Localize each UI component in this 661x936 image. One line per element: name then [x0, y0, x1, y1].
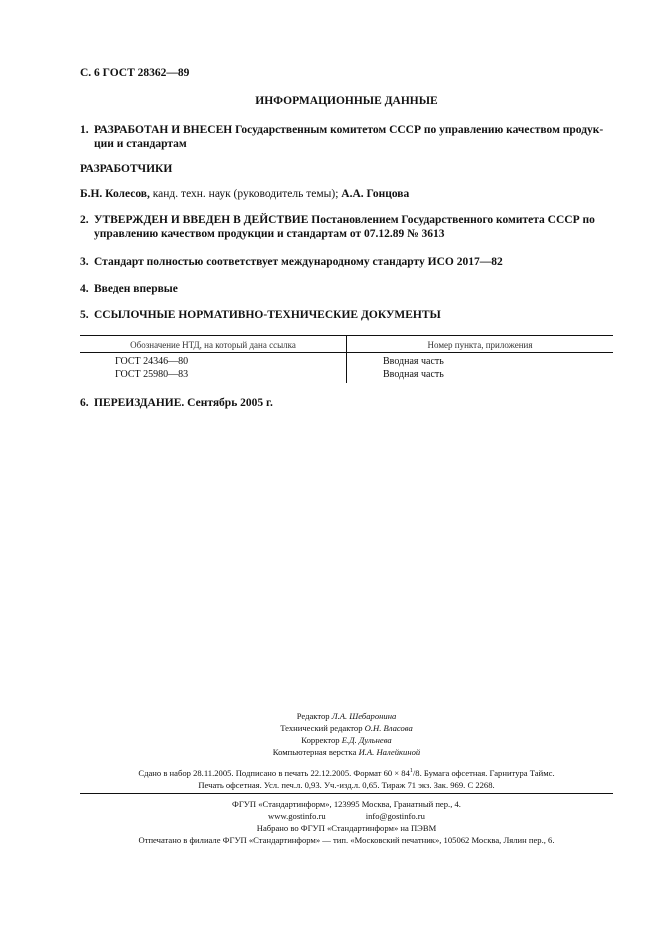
table-cell-doc: ГОСТ 24346—80 [115, 356, 189, 367]
table-cell-ref: Вводная часть [383, 356, 444, 367]
item-3 [80, 255, 503, 269]
editor-line: Редактор Л.А. Шебаронина [296, 711, 397, 721]
table-cell-ref: Вводная часть [383, 369, 444, 380]
print-details [60, 765, 633, 791]
item-2-text: Постановлением Государственного комитета СССР по [308, 214, 595, 226]
item-1 [80, 123, 620, 151]
editor-name: Л.А. Шебаронина [331, 711, 397, 721]
publisher-email: info@gostinfo.ru [365, 811, 425, 821]
item-6 [80, 396, 273, 410]
publisher-website: www.gostinfo.ru [268, 811, 326, 821]
imprint-staff [80, 710, 613, 758]
item-5 [80, 308, 441, 322]
publisher-address: ФГУП «Стандартинформ», 123995 Москва, Гранатный пер., 4. [232, 799, 461, 809]
table-header-rule [80, 352, 613, 353]
print-details-line-1: Сдано в набор 28.11.2005. Подписано в печать 22.12.2005. Формат $60 \times 84^1/8$. Бумага офсетная. Гарнитура Таймс. [138, 767, 555, 778]
developer-name-1: Б.Н. Колесов, [80, 188, 150, 200]
print-details-line-2: Печать офсетная. Усл. печ.л. 0,93. Уч.-изд.л. 0,65. Тираж 71 экз. Зак. 969. С 2268. [198, 779, 495, 790]
table-header-clause: Номер пункта, приложения [427, 340, 533, 350]
item-number: 1. [80, 124, 89, 136]
item-4 [80, 282, 178, 296]
tech-editor-line: Технический редактор О.Н. Власова [280, 723, 413, 733]
developer-desc: канд. техн. наук (руководитель темы); [149, 188, 342, 200]
developer-name-2: А.А. Гонцова [341, 188, 410, 200]
item-3-text: Стандарт полностью соответствует международному стандарту ИСО 2017—82 [94, 256, 503, 268]
item-2-text-cont: управлению качеством продукции и стандартам от 07.12.89 № 3613 [94, 228, 445, 240]
item-5-text: ССЫЛОЧНЫЕ НОРМАТИВНО-ТЕХНИЧЕСКИЕ ДОКУМЕНТЫ [94, 309, 441, 321]
section-title: ИНФОРМАЦИОННЫЕ ДАННЫЕ [255, 95, 438, 107]
item-number: 5. [80, 309, 89, 321]
item-2-prefix: УТВЕРЖДЕН И ВВЕДЕН В ДЕЙСТВИЕ [94, 214, 309, 226]
item-4-text: Введен впервые [94, 283, 178, 295]
item-1-text: Государственным комитетом СССР по управлению качеством продук- [232, 124, 604, 136]
page-header: С. 6 ГОСТ 28362—89 [80, 67, 190, 79]
item-1-text-cont: ции и стандартам [94, 138, 187, 150]
publisher-contacts [60, 810, 633, 822]
developers-line [80, 187, 409, 201]
item-number: 4. [80, 283, 89, 295]
item-6-text: ПЕРЕИЗДАНИЕ. Сентябрь 2005 г. [94, 397, 273, 409]
imprint-rule [80, 793, 613, 794]
corrector-line: Корректор Е.Д. Дульнева [301, 735, 392, 745]
item-number: 3. [80, 256, 89, 268]
table-cell-doc: ГОСТ 25980—83 [115, 369, 189, 380]
item-2 [80, 213, 620, 241]
item-number: 2. [80, 214, 89, 226]
layout-name: И.А. Налейкиной [358, 747, 421, 757]
tech-editor-name: О.Н. Власова [364, 723, 413, 733]
table-header-designation: Обозначение НТД, на который дана ссылка [130, 340, 296, 350]
corrector-name: Е.Д. Дульнева [341, 735, 392, 745]
typeset-line: Набрано во ФГУП «Стандартинформ» на ПЭВМ [256, 823, 437, 833]
layout-line: Компьютерная верстка И.А. Налейкиной [272, 747, 421, 757]
printed-line: Отпечатано в филиале ФГУП «Стандартинформ» — тип. «Московский печатник», 105062 Москва, Лялин пер., 6. [138, 835, 555, 845]
item-number: 6. [80, 397, 89, 409]
item-1-prefix: РАЗРАБОТАН И ВНЕСЕН [94, 124, 233, 136]
developers-title: РАЗРАБОТЧИКИ [80, 163, 173, 175]
publisher-info [60, 798, 633, 846]
